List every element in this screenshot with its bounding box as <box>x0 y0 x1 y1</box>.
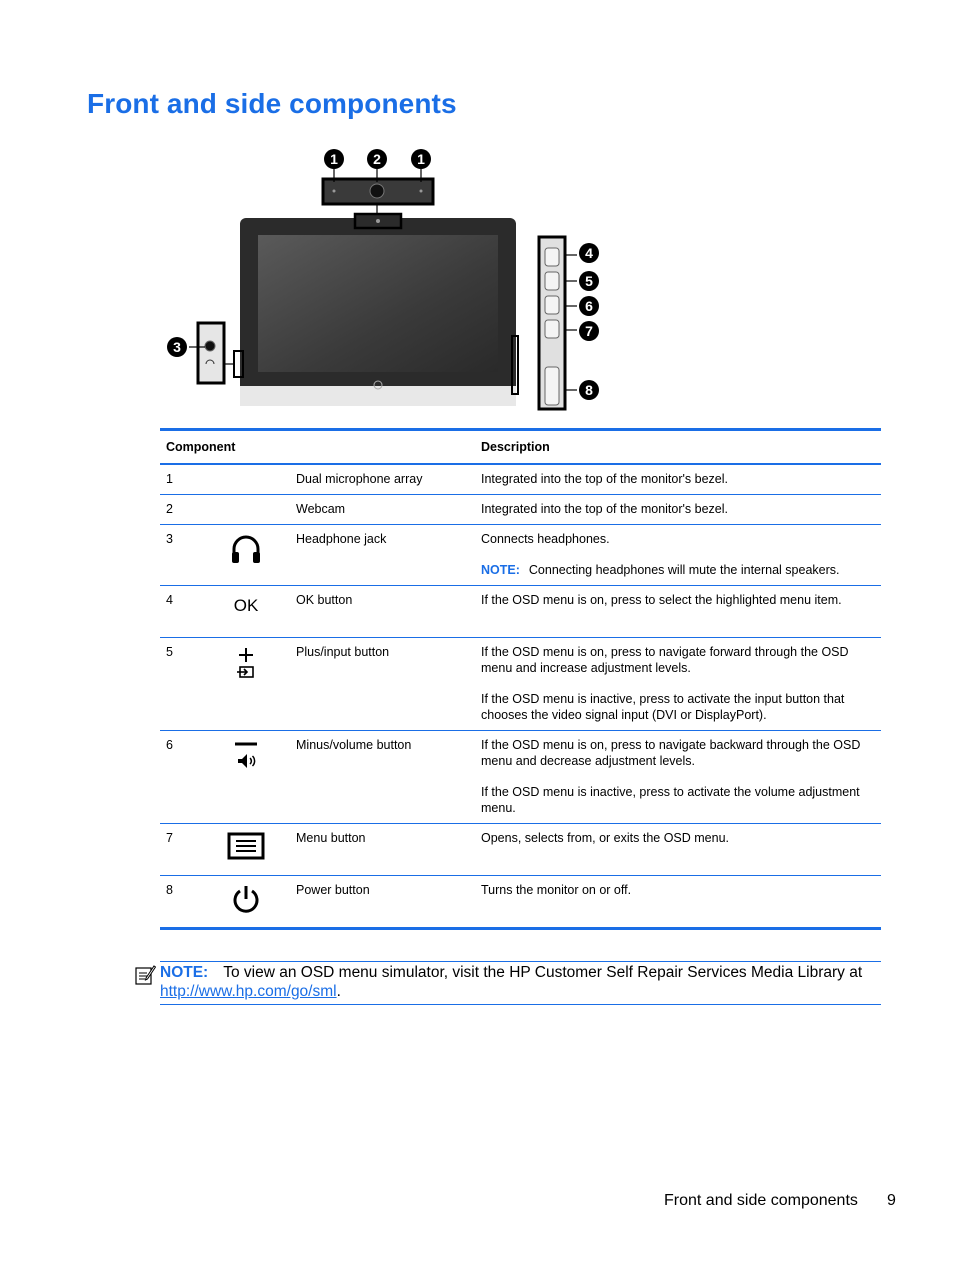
callout-8-label: 8 <box>585 382 593 398</box>
row-number: 8 <box>166 883 173 897</box>
row-icon-cell <box>202 464 290 495</box>
row-icon-cell <box>202 824 290 876</box>
row-number: 6 <box>166 738 173 752</box>
row-number: 7 <box>166 831 173 845</box>
callout-3-label: 3 <box>173 339 181 355</box>
header-description: Description <box>481 440 550 454</box>
minus-volume-icon <box>233 739 259 773</box>
callout-4-label: 4 <box>585 245 593 261</box>
table-row <box>160 731 881 824</box>
row-description <box>475 586 881 638</box>
sml-link[interactable]: http://www.hp.com/go/sml <box>160 983 337 1000</box>
row-number: 5 <box>166 645 173 659</box>
description-text: If the OSD menu is inactive, press to activate the volume adjustment menu. <box>481 785 860 815</box>
row-component-name: Webcam <box>296 502 346 516</box>
callout-7-label: 7 <box>585 323 593 339</box>
callout-2-label: 2 <box>373 151 381 167</box>
header-component: Component <box>166 440 236 454</box>
row-number: 3 <box>166 532 173 546</box>
row-component-name: Power button <box>296 883 370 897</box>
row-description <box>475 638 881 731</box>
table-row <box>160 586 881 638</box>
row-icon-cell <box>202 876 290 929</box>
callout-5-label: 5 <box>585 273 593 289</box>
description-text: Connects headphones. <box>481 532 610 546</box>
callout-1-left-label: 1 <box>330 151 338 167</box>
table-row <box>160 638 881 731</box>
table-header-row <box>160 430 881 465</box>
note-label: NOTE: <box>160 964 209 981</box>
row-component-name: Menu button <box>296 831 366 845</box>
description-text: If the OSD menu is inactive, press to activate the input button that chooses the video signal input (DVI or DisplayPort). <box>481 692 845 722</box>
row-component-name: OK button <box>296 593 353 607</box>
components-table <box>160 428 881 930</box>
table-row <box>160 495 881 525</box>
description-text: Integrated into the top of the monitor's bezel. <box>481 502 728 516</box>
description-text: Integrated into the top of the monitor's bezel. <box>481 472 728 486</box>
row-icon-cell <box>202 495 290 525</box>
row-description <box>475 464 881 495</box>
row-number: 2 <box>166 502 173 516</box>
inline-note <box>481 562 875 578</box>
headphone-icon <box>229 533 263 565</box>
description-text: If the OSD menu is on, press to navigate forward through the OSD menu and increase adjustment levels. <box>481 645 849 675</box>
menu-icon <box>227 832 265 860</box>
table-row <box>160 824 881 876</box>
row-description <box>475 876 881 929</box>
note-text: To view an OSD menu simulator, visit the HP Customer Self Repair Services Media Library at <box>223 964 863 981</box>
row-component-name: Dual microphone array <box>296 472 423 486</box>
footer-title: Front and side components <box>664 1192 858 1209</box>
row-icon-cell <box>202 586 290 638</box>
callout-1-right-label: 1 <box>417 151 425 167</box>
note-icon <box>134 964 156 986</box>
inline-note-label: NOTE: <box>481 563 520 577</box>
monitor-illustration <box>160 140 620 420</box>
description-text: Opens, selects from, or exits the OSD menu. <box>481 831 730 845</box>
ok-icon-text: OK <box>233 596 259 615</box>
row-icon-cell <box>202 731 290 824</box>
description-text: Turns the monitor on or off. <box>481 883 632 897</box>
page-title: Front and side components <box>87 88 457 119</box>
inline-note-text: Connecting headphones will mute the internal speakers. <box>528 563 840 577</box>
row-component-name: Minus/volume button <box>296 738 412 752</box>
ok-icon <box>229 594 263 616</box>
table-row <box>160 464 881 495</box>
description-text: If the OSD menu is on, press to select the highlighted menu item. <box>481 593 842 607</box>
row-number: 1 <box>166 472 173 486</box>
description-text: If the OSD menu is on, press to navigate backward through the OSD menu and decrease adjustment levels. <box>481 738 861 768</box>
callout-6-label: 6 <box>585 298 593 314</box>
row-icon-cell <box>202 525 290 586</box>
table-row <box>160 876 881 929</box>
row-component-name: Plus/input button <box>296 645 390 659</box>
row-description <box>475 731 881 824</box>
row-icon-cell <box>202 638 290 731</box>
row-description <box>475 525 881 586</box>
row-number: 4 <box>166 593 173 607</box>
row-description <box>475 495 881 525</box>
plus-input-icon <box>234 646 258 680</box>
row-component-name: Headphone jack <box>296 532 387 546</box>
page-note <box>160 961 881 1005</box>
table-row <box>160 525 881 586</box>
footer-page-number: 9 <box>887 1192 896 1209</box>
note-text-end: . <box>336 983 341 1000</box>
power-icon <box>230 884 262 916</box>
row-description <box>475 824 881 876</box>
